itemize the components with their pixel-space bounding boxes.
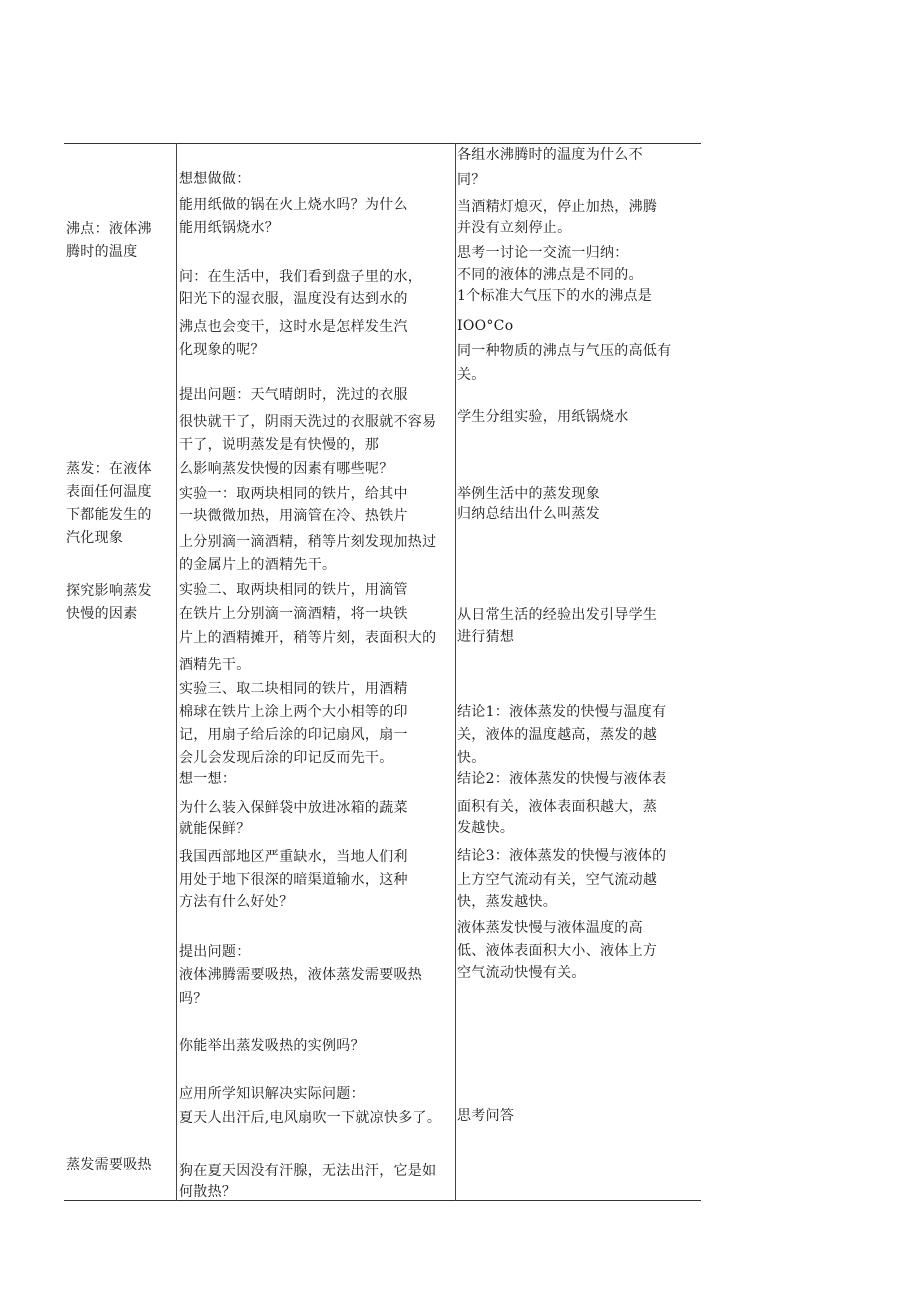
col3-c2-1: 结论2：液体蒸发的快慢与液体表 <box>457 771 667 787</box>
col2-raise2-3: 吗？ <box>179 991 208 1007</box>
col2-exp1-b1: 上分别滴一滴酒精，稍等片刻发现加热过 <box>179 534 437 550</box>
col2-q-2: 阳光下的湿衣服，温度没有达到水的 <box>179 291 408 307</box>
col3-think-2: 不同的液体的沸点是不同的。 <box>457 267 643 283</box>
col3-same-2: 关。 <box>457 367 486 383</box>
col3-hundred: IOO°Co <box>457 318 514 334</box>
table-bottom-rule <box>64 1200 701 1201</box>
col2-raise-a: 提出问题：天气晴朗时，洗过的衣服 <box>179 387 408 403</box>
col2-raise-b1: 很快就干了，阴雨天洗过的衣服就不容易 <box>179 414 437 430</box>
column-divider-2 <box>455 143 456 1201</box>
col1-evap-1: 蒸发：在液体 <box>66 461 152 477</box>
col2-raise-b3: 么影响蒸发快慢的因素有哪些呢？ <box>179 461 394 477</box>
col2-examples: 你能举出蒸发吸热的实例吗？ <box>179 1038 365 1054</box>
col2-think-do: 想想做做： <box>179 171 251 187</box>
col2-exp3-4: 会儿会发现后涂的印记反而先干。 <box>179 750 394 766</box>
col2-dog-1: 狗在夏天因没有汗腺，无法出汗，它是如 <box>179 1163 437 1179</box>
col3-c1-3: 快。 <box>457 750 486 766</box>
col3-c2-2: 面积有关，液体表面积越大，蒸 <box>457 799 658 815</box>
col2-exp1-a2: 一块微微加热，用滴管在冷、热铁片 <box>179 508 408 524</box>
col2-exp3-2: 棉球在铁片上涂上两个大小相等的印 <box>179 704 408 720</box>
col2-raise-b2: 干了，说明蒸发是有快慢的，那 <box>179 437 380 453</box>
col2-paper-2: 能用纸锅烧水？ <box>179 220 280 236</box>
col2-q-1: 问：在生活中，我们看到盘子里的水， <box>179 269 423 285</box>
col2-paper-1: 能用纸做的锅在火上烧水吗？为什么 <box>179 197 408 213</box>
col2-summer: 夏天人出汗后,电风扇吹一下就凉快多了。 <box>179 1110 442 1126</box>
col3-think-1: 思考一讨论一交流一归纳： <box>457 245 629 261</box>
col2-raise2-2: 液体沸腾需要吸热，液体蒸发需要吸热 <box>179 967 423 983</box>
col2-west-3: 方法有什么好处？ <box>179 894 294 910</box>
col2-exp2-4: 酒精先干。 <box>179 657 251 673</box>
col2-fridge-1: 为什么装入保鲜袋中放进冰箱的蔬菜 <box>179 800 408 816</box>
col2-apply: 应用所学知识解决实际问题： <box>179 1086 365 1102</box>
col3-examples-2: 归纳总结出什么叫蒸发 <box>457 506 600 522</box>
col1-boiling-2: 腾时的温度 <box>66 244 138 260</box>
col2-exp3-5: 想一想： <box>179 771 237 787</box>
col3-why-1: 各组水沸腾时的温度为什么不 <box>457 147 643 163</box>
col2-west-1: 我国西部地区严重缺水，当地人们利 <box>179 849 408 865</box>
col3-c1-2: 关，液体的温度越高，蒸发的越 <box>457 727 658 743</box>
col2-raise2-1: 提出问题： <box>179 944 251 960</box>
col3-summary-3: 空气流动快慢有关。 <box>457 965 586 981</box>
col3-c3-2: 上方空气流动有关，空气流动越 <box>457 872 658 888</box>
col2-qb-1: 沸点也会变干，这时水是怎样发生汽 <box>179 319 408 335</box>
col3-lamp-1: 当酒精灯熄灭，停止加热，沸腾 <box>457 199 658 215</box>
col2-exp3-3: 记，用扇子给后涂的印记扇风，扇一 <box>179 727 408 743</box>
col2-exp1-a1: 实验一：取两块相同的铁片，给其中 <box>179 486 408 502</box>
col3-guess-1: 从日常生活的经验出发引导学生 <box>457 607 658 623</box>
col3-summary-1: 液体蒸发快慢与液体温度的高 <box>457 920 643 936</box>
col3-c1-1: 结论1：液体蒸发的快慢与温度有 <box>457 704 667 720</box>
col1-evap-3: 下都能发生的 <box>66 507 152 523</box>
col3-think-3: 1个标准大气压下的水的沸点是 <box>457 288 653 304</box>
col1-explore-1: 探究影响蒸发 <box>66 583 152 599</box>
col1-explore-2: 快慢的因素 <box>66 606 138 622</box>
col3-c3-3: 快，蒸发越快。 <box>457 894 558 910</box>
col2-exp2-1: 实验二、取两块相同的铁片，用滴管 <box>179 582 408 598</box>
col1-boiling-1: 沸点：液体沸 <box>66 221 152 237</box>
col2-exp3-1: 实验三、取二块相同的铁片，用酒精 <box>179 681 408 697</box>
col2-qb-2: 化现象的呢？ <box>179 342 265 358</box>
col3-why-2: 同？ <box>457 172 486 188</box>
col2-exp1-b2: 的金属片上的酒精先干。 <box>179 557 337 573</box>
col2-exp2-2: 在铁片上分别滴一滴酒精，将一块铁 <box>179 606 408 622</box>
col3-examples-1: 举例生活中的蒸发现象 <box>457 486 600 502</box>
col2-west-2: 用处于地下很深的暗渠道输水，这种 <box>179 872 408 888</box>
col3-lamp-2: 并没有立刻停止。 <box>457 220 572 236</box>
col2-fridge-2: 就能保鲜？ <box>179 821 251 837</box>
col3-same-1: 同一种物质的沸点与气压的高低有 <box>457 343 672 359</box>
col3-guess-2: 进行猜想 <box>457 629 515 645</box>
col3-c2-3: 发越快。 <box>457 820 515 836</box>
col1-evap-2: 表面任何温度 <box>66 484 152 500</box>
column-divider-1 <box>176 143 177 1201</box>
col2-exp2-3: 片上的酒精摊开，稍等片刻，表面积大的 <box>179 630 437 646</box>
col3-group: 学生分组实验，用纸锅烧水 <box>457 409 629 425</box>
col1-evap-heat: 蒸发需要吸热 <box>66 1157 152 1173</box>
col2-dog-2: 何散热？ <box>179 1184 237 1200</box>
col3-summary-2: 低、液体表面积大小、液体上方 <box>457 943 658 959</box>
col3-answer: 思考问答 <box>457 1108 515 1124</box>
col1-evap-4: 汽化现象 <box>66 530 124 546</box>
col3-c3-1: 结论3：液体蒸发的快慢与液体的 <box>457 848 667 864</box>
